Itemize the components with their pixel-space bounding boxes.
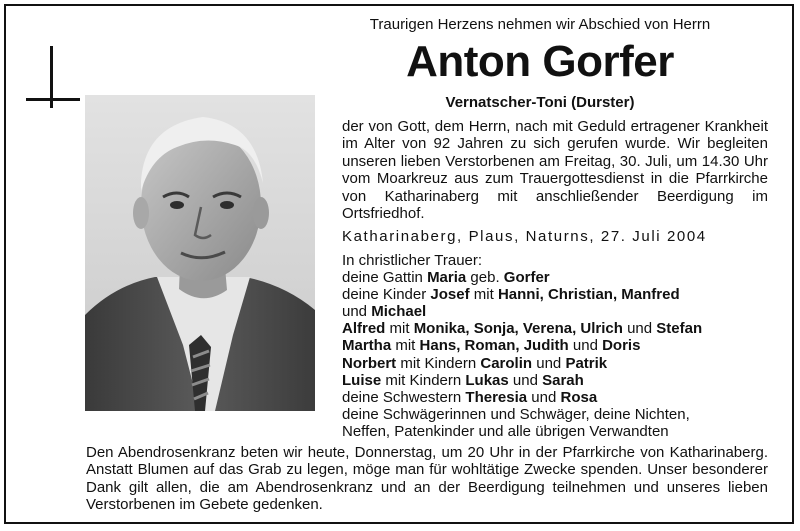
header-text: Traurigen Herzens nehmen wir Abschied von Herrn — [369, 16, 711, 33]
name: Michael — [371, 303, 427, 321]
name: Luise — [342, 371, 382, 389]
text: und — [532, 354, 566, 372]
text: deine Schwestern — [342, 388, 466, 406]
text: mit Kindern — [396, 354, 481, 372]
mourner-line-children — [342, 286, 772, 303]
text: mit — [391, 337, 420, 355]
mourner-line-wife — [342, 269, 772, 286]
deceased-name: Anton Gorfer — [406, 37, 674, 86]
text: mit — [469, 286, 498, 304]
portrait-photo — [85, 95, 315, 411]
name: Norbert — [342, 354, 397, 372]
text: und — [622, 320, 657, 338]
text: deine Kinder — [342, 286, 431, 304]
text: und — [342, 303, 372, 321]
text: deine Gattin — [342, 269, 428, 287]
name: Martha — [342, 337, 392, 355]
intro-paragraph: der von Gott, dem Herrn, nach mit Geduld ertragener Krankheit im Alter von 92 Jahren zu sich gerufen wurde. Wir begleiten unseren lieben Verstorbenen am Freitag, 30. Juli, um 14.30 Uhr vom Moarkreuz aus zum Trauergottesdienst in die Pfarrkirche von Katharinaberg mit anschließender Beerdigung im Ortsfriedhof. — [342, 118, 768, 223]
mourner-line-alfred — [342, 320, 772, 337]
name: Maria — [427, 269, 467, 287]
name: Lukas — [465, 371, 509, 389]
mourner-line-sisters — [342, 389, 772, 406]
name: Hans, Roman, Judith — [419, 337, 569, 355]
footer-paragraph: Den Abendrosenkranz beten wir heute, Donnerstag, um 20 Uhr in der Pfarrkirche von Katharinaberg. Anstatt Blumen auf das Grab zu legen, möge man für wohltätige Zwecke spenden. Unser besonderer Dank gilt allen, die am Abendrosenkranz und an der Beerdigung teilnehmen und unseres lieben Verstorbenen im Gebete gedenken. — [86, 444, 768, 514]
name: Patrik — [565, 354, 608, 372]
name: Stefan — [656, 320, 703, 338]
name: Josef — [430, 286, 470, 304]
text: mit Kindern — [381, 371, 466, 389]
text: mit — [385, 320, 414, 338]
name: Sarah — [542, 371, 584, 389]
deceased-nickname: Vernatscher-Toni (Durster) — [445, 94, 635, 111]
name: Theresia — [465, 388, 528, 406]
name: Carolin — [480, 354, 533, 372]
name: Monika, Sonja, Verena, Ulrich — [413, 320, 623, 338]
name: Hanni, Christian, Manfred — [497, 286, 680, 304]
portrait-illustration — [85, 95, 315, 411]
mourners-list — [342, 252, 772, 440]
text: und — [568, 337, 603, 355]
name: Doris — [602, 337, 641, 355]
mourners-title: In christlicher Trauer: — [342, 252, 483, 269]
name: Gorfer — [503, 269, 550, 287]
mourner-line-inlaws: deine Schwägerinnen und Schwäger, deine Nichten, — [342, 405, 690, 423]
text: und — [527, 388, 561, 406]
text: geb. — [466, 269, 504, 287]
place-and-date: Katharinaberg, Plaus, Naturns, 27. Juli 2004 — [342, 228, 707, 245]
mourner-line-children-cont — [342, 303, 772, 320]
cross-horizontal-bar — [26, 98, 80, 101]
text: und — [508, 371, 543, 389]
mourner-line-luise — [342, 372, 772, 389]
mourner-line-martha — [342, 337, 772, 354]
mourner-line-norbert — [342, 355, 772, 372]
mourner-line-relatives: Neffen, Patenkinder und alle übrigen Verwandten — [342, 422, 669, 440]
name: Rosa — [560, 388, 598, 406]
name: Alfred — [342, 320, 386, 338]
